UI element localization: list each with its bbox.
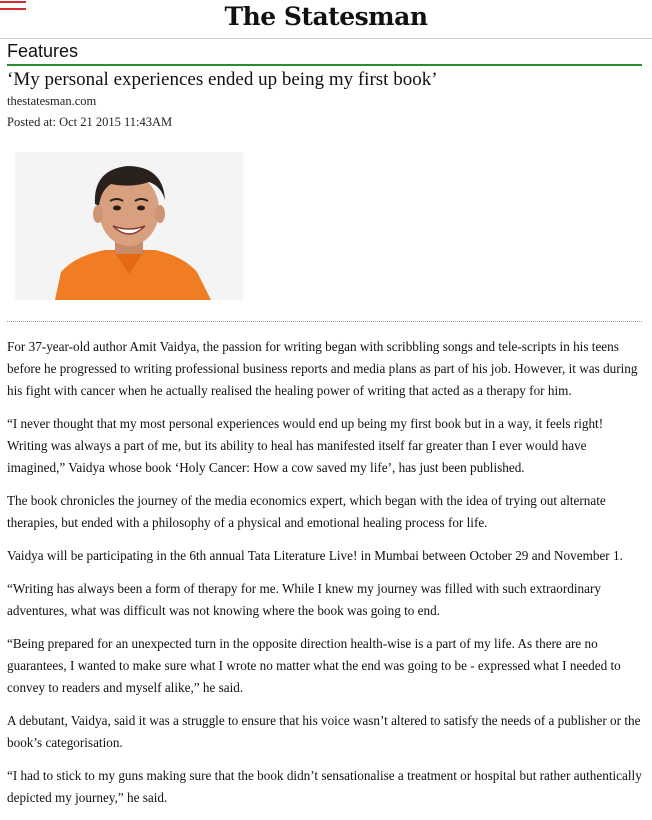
content-divider xyxy=(7,321,642,322)
article-paragraph: The book chronicles the journey of the media economics expert, which began with the idea of trying out alternate therapies, but ended with a philosophy of a physical and emotional healing process for life. xyxy=(7,493,606,530)
article-source: thestatesman.com xyxy=(7,94,97,108)
section-title[interactable]: Features xyxy=(7,41,79,61)
site-header xyxy=(0,0,652,39)
article-paragraph: “I had to stick to my guns making sure that the book didn’t sensationalise a treatment or hospital but rather authentically depicted my journey,” he said. xyxy=(7,768,642,805)
article-posted-date: Posted at: Oct 21 2015 11:43AM xyxy=(7,115,173,129)
site-logo[interactable]: The Statesman xyxy=(224,2,428,31)
article-paragraph: “I never thought that my most personal experiences would end up being my first book but in a way, it feels right! Writing was always a part of me, but its ability to heal has manifested itself far greater than I ever would have imagined,” Vaidya whose book ‘Holy Cancer: How a cow saved my life’, has just been published. xyxy=(7,416,604,475)
article-body xyxy=(7,336,643,820)
article-paragraph: “Being prepared for an unexpected turn in the opposite direction health-wise is a part of my life. As there are no guarantees, I wanted to make sure what I wrote no matter what the end was going to be - expressed what I needed to convey to readers and myself alike,” he said. xyxy=(7,636,621,695)
article-headline: ‘My personal experiences ended up being my first book’ xyxy=(7,69,438,90)
article-paragraph: Vaidya will be participating in the 6th annual Tata Literature Live! in Mumbai between October 29 and November 1. xyxy=(7,548,623,563)
author-photo xyxy=(15,152,243,300)
section-header xyxy=(7,40,642,66)
article-paragraph: “Writing has always been a form of therapy for me. While I knew my journey was filled with such extraordinary adventures, what was difficult was not knowing where the book was going to end. xyxy=(7,581,601,618)
author-photo-illustration xyxy=(15,152,243,300)
article-paragraph: A debutant, Vaidya, said it was a struggle to ensure that his voice wasn’t altered to satisfy the needs of a publisher or the book’s categorisation. xyxy=(7,713,641,750)
article-paragraph: For 37-year-old author Amit Vaidya, the passion for writing began with scribbling songs and tele-scripts in his teens before he progressed to writing professional business reports and media plans as part of his job. However, it was during his fight with cancer when he actually realised the healing power of writing that acted as a therapy for him. xyxy=(7,339,638,398)
